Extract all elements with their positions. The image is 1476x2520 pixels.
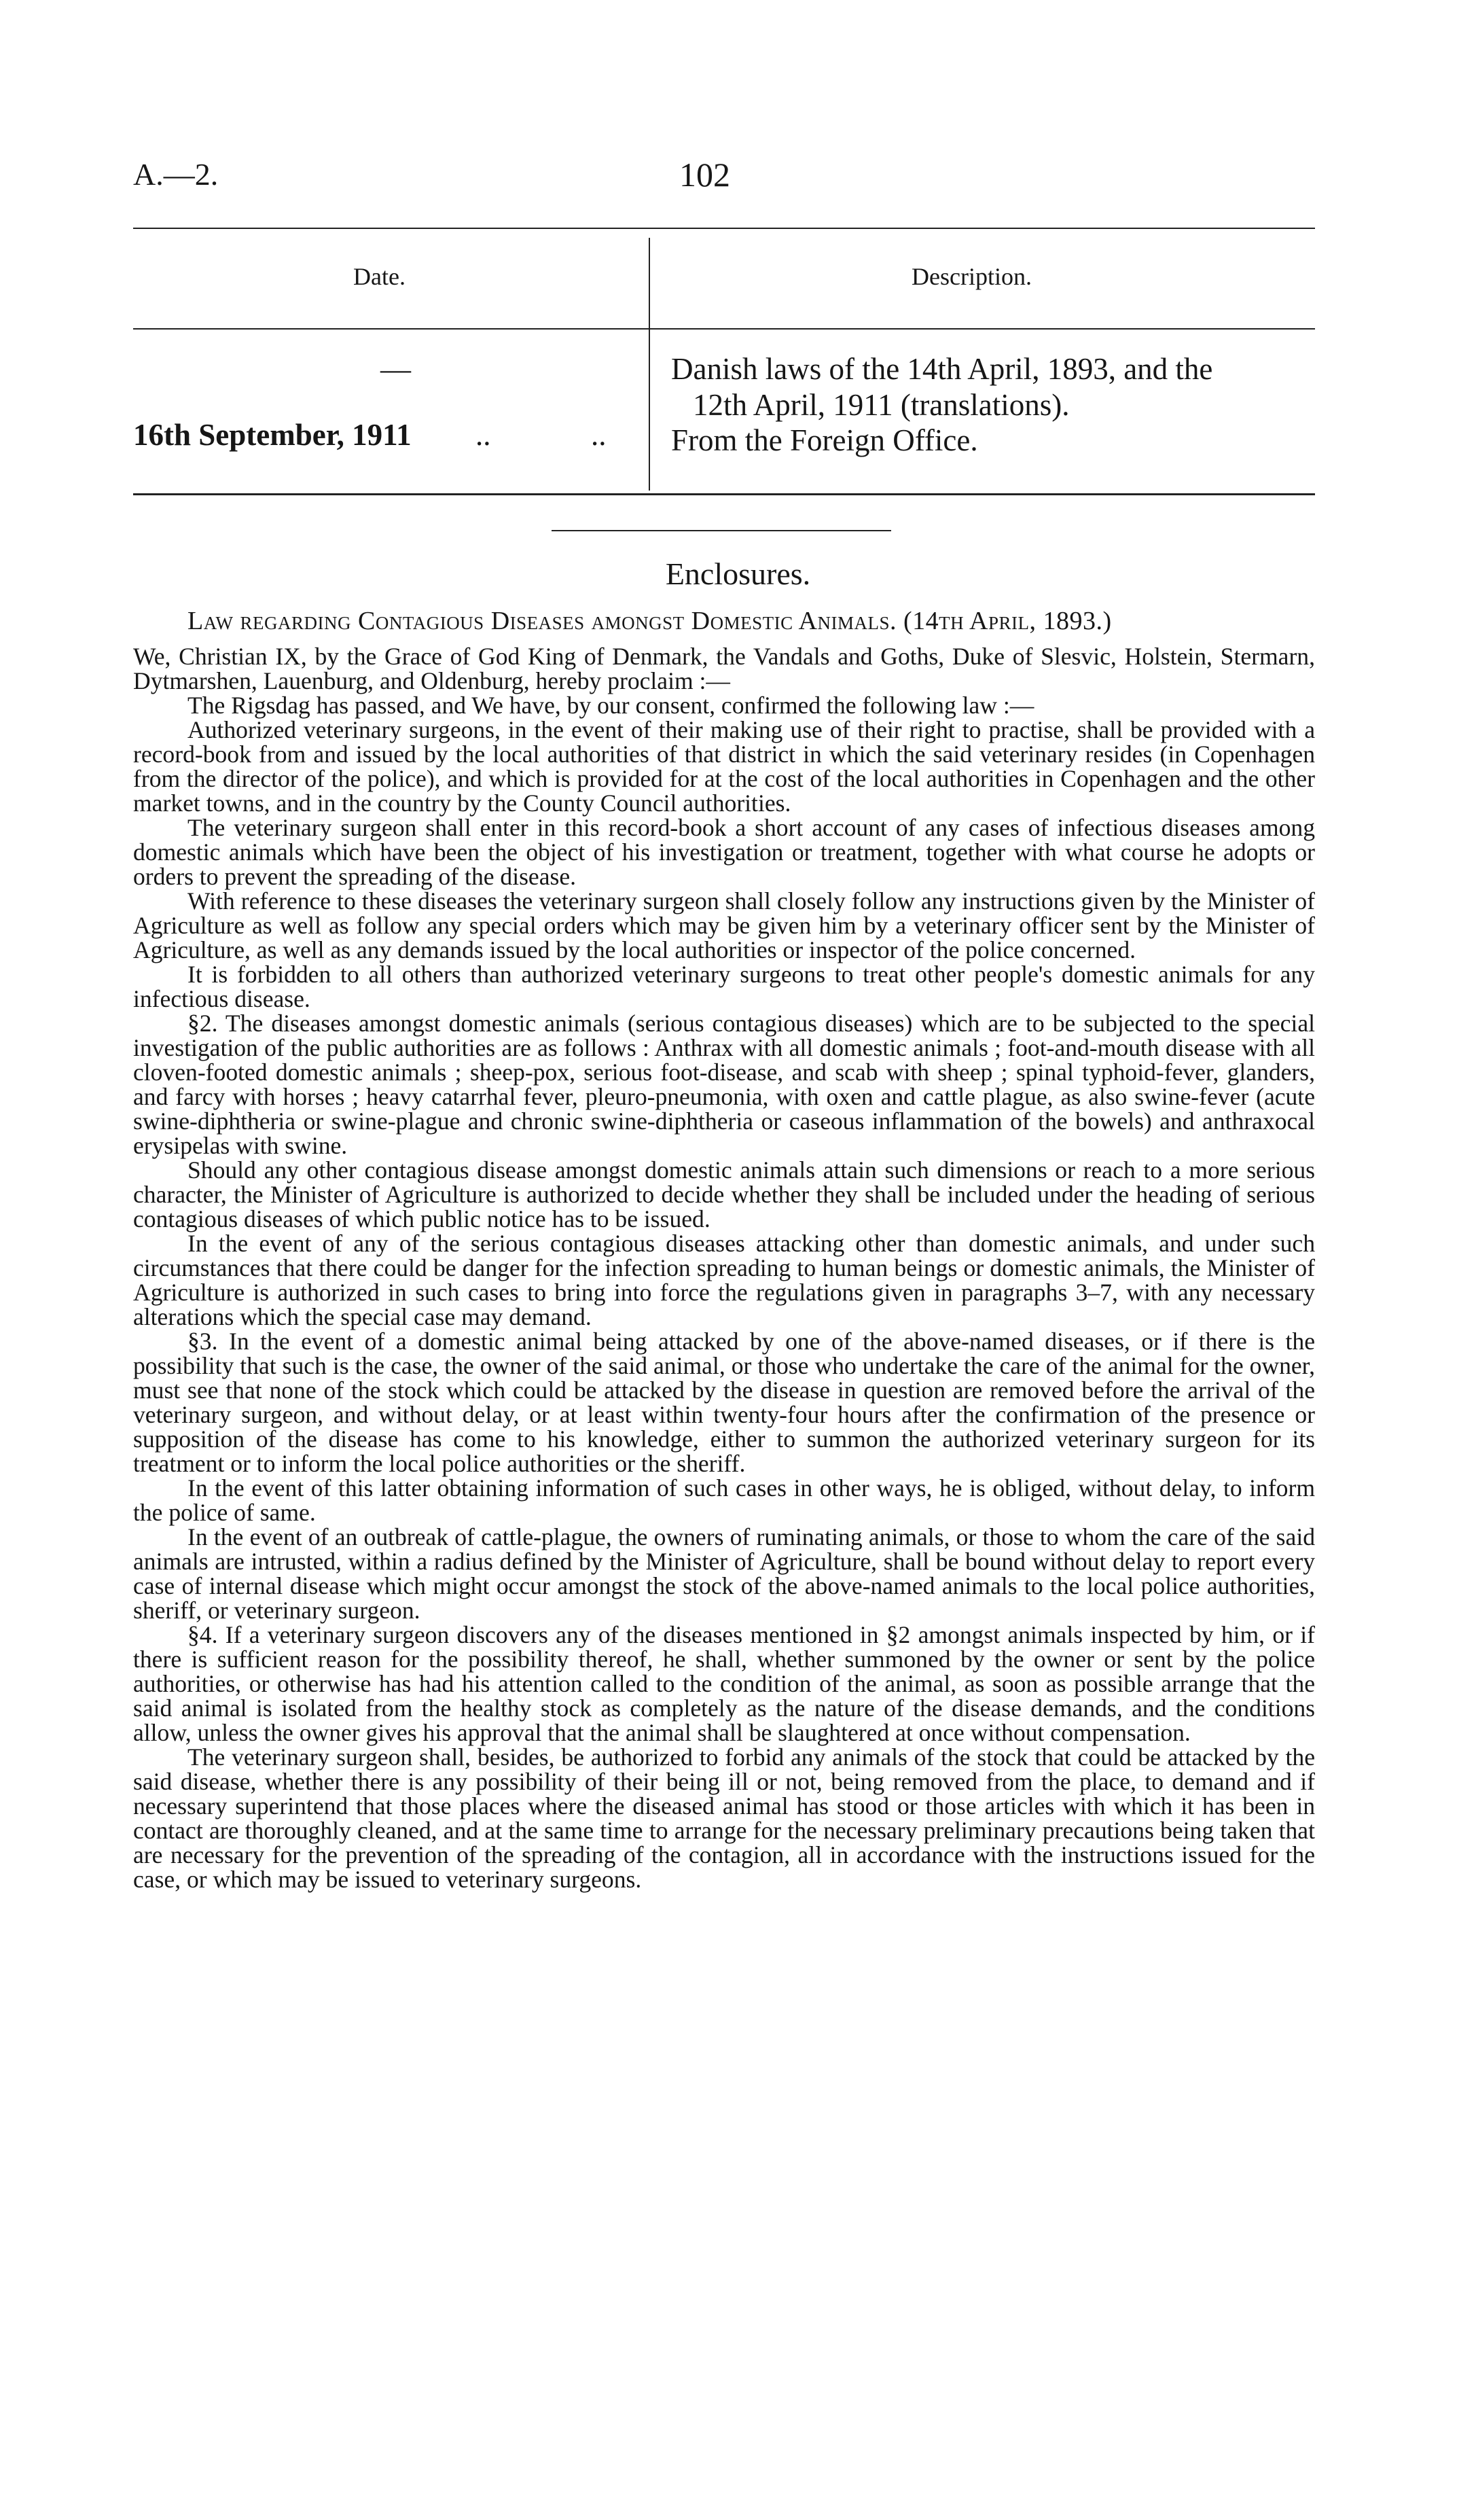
page-number: 102 <box>679 156 730 194</box>
column-header-description: Description. <box>912 263 1032 290</box>
paragraph: §4. If a veterinary surgeon discovers any of the diseases mentioned in §2 amongst animals inspected by him, or if there is sufficient reason for the possibility thereof, he shall, whether summoned by the owner or sent by the police authorities, or otherwise has had his attention called to the condition of the animal, as soon as possible arrange that the said animal is isolated from the healthy stock as completely as the nature of the disease demands, and the conditions allow, unless the owner gives his approval that the animal shall be slaughtered at once without compensation. <box>133 1621 1315 1746</box>
table-cell-description: Danish laws of the 14th April, 1893, and the <box>671 352 1213 386</box>
table-header-rule <box>133 328 1315 330</box>
leader-dots: .. <box>475 418 491 452</box>
paragraph: With reference to these diseases the veterinary surgeon shall closely follow any instructions given by the Minister of Agriculture as well as follow any special orders which may be given him by a veterinary officer sent by the Minister of Agriculture, as well as any demands issued by the local authorities or inspector of the police concerned. <box>133 887 1315 963</box>
paragraph: The veterinary surgeon shall enter in this record-book a short account of any cases of infectious diseases among domestic animals which have been the object of his investigation or treatment, together with what course he adopts or orders to prevent the spreading of the disease. <box>133 814 1315 890</box>
paragraph: We, Christian IX, by the Grace of God King of Denmark, the Vandals and Goths, Duke of Slesvic, Holstein, Stermarn, Dytmarshen, Lauenburg, and Oldenburg, hereby proclaim :— <box>133 643 1315 694</box>
paragraph: §3. In the event of a domestic animal being attacked by one of the above-named diseases, or if there is the possibility that such is the case, the owner of the said animal, or those who undertake the care of the animal for the owner, must see that none of the stock which could be attacked by the disease in question are removed before the arrival of the veterinary surgeon, and without delay, or at least within twenty-four hours after the confirmation of the presence or supposition of the disease has come to his knowledge, either to summon the authorized veterinary surgeon for its treatment or to inform the local police authorities or the sheriff. <box>133 1328 1315 1477</box>
table-cell-date: 16th September, 1911 <box>133 418 412 452</box>
document-reference: A.—2. <box>133 157 219 192</box>
leader-dots: .. <box>591 418 607 452</box>
column-divider <box>649 238 650 491</box>
enclosures-heading: Enclosures. <box>665 556 811 591</box>
section-divider <box>552 530 891 531</box>
table-bottom-rule <box>133 493 1315 495</box>
law-title: Law regarding Contagious Diseases amongst Domestic Animals. (14th April, 1893.) <box>187 607 1112 635</box>
paragraph: Authorized veterinary surgeons, in the event of their making use of their right to practise, shall be provided with a record-book from and issued by the local authorities of that district in which the said veterinary resides (in Copenhagen from the director of the police), and which is provided for at the cost of the local authorities in Copenhagen and the other market towns, and in the country by the County Council authorities. <box>133 716 1315 817</box>
table-top-rule <box>133 228 1315 229</box>
paragraph: The Rigsdag has passed, and We have, by our consent, confirmed the following law :— <box>187 692 1034 719</box>
table-cell-date: — <box>380 352 411 386</box>
paragraph: Should any other contagious disease amongst domestic animals attain such dimensions or reach to a more serious character, the Minister of Agriculture is authorized to decide whether they shall be included under the heading of serious contagious diseases of which public notice has to be issued. <box>133 1156 1315 1232</box>
paragraph: In the event of this latter obtaining information of such cases in other ways, he is obliged, without delay, to inform the police of same. <box>133 1474 1315 1526</box>
paragraph: The veterinary surgeon shall, besides, be authorized to forbid any animals of the stock that could be attacked by the said disease, whether there is any possibility of their being ill or not, being removed from the place, to demand and if necessary superintend that those places where the diseased animal has stood or those articles with which it has been in contact are thoroughly cleaned, and at the same time to arrange for the necessary preliminary precautions being taken that are necessary for the prevention of the spreading of the contagion, all in accordance with the instructions issued for the case, or which may be issued to veterinary surgeons. <box>133 1743 1315 1893</box>
paragraph: §2. The diseases amongst domestic animals (serious contagious diseases) which are to be subjected to the special investigation of the public authorities are as follows : Anthrax with all domestic animals ; foot-and-mouth disease with all cloven-footed domestic animals ; sheep-pox, serious foot-disease, and scab with sheep ; spinal typhoid-fever, glanders, and farcy with horses ; heavy catarrhal fever, pleuro-pneumonia, with oxen and cattle plague, as also swine-fever (acute swine-diphtheria or swine-plague and chronic swine-diphtheria or caseous inflammation of the bowels) and anthraxocal erysipelas with swine. <box>133 1010 1315 1159</box>
law-body <box>133 644 1315 1892</box>
paragraph: In the event of any of the serious contagious diseases attacking other than domestic animals, and under such circumstances that there could be danger for the infection spreading to human beings or domestic animals, the Minister of Agriculture is authorized in such cases to bring into force the regulations given in paragraphs 3–7, with any necessary alterations which the special case may demand. <box>133 1230 1315 1330</box>
table-cell-description: From the Foreign Office. <box>671 423 978 457</box>
column-header-date: Date. <box>353 263 406 290</box>
paragraph: It is forbidden to all others than authorized veterinary surgeons to treat other people's domestic animals for any infectious disease. <box>133 961 1315 1012</box>
table-cell-description-continued: 12th April, 1911 (translations). <box>693 388 1070 422</box>
paragraph: In the event of an outbreak of cattle-plague, the owners of ruminating animals, or those to whom the care of the said animals are intrusted, within a radius defined by the Minister of Agriculture, shall be bound without delay to report every case of internal disease which might occur amongst the stock of the above-named animals to the local police authorities, sheriff, or veterinary surgeon. <box>133 1523 1315 1624</box>
